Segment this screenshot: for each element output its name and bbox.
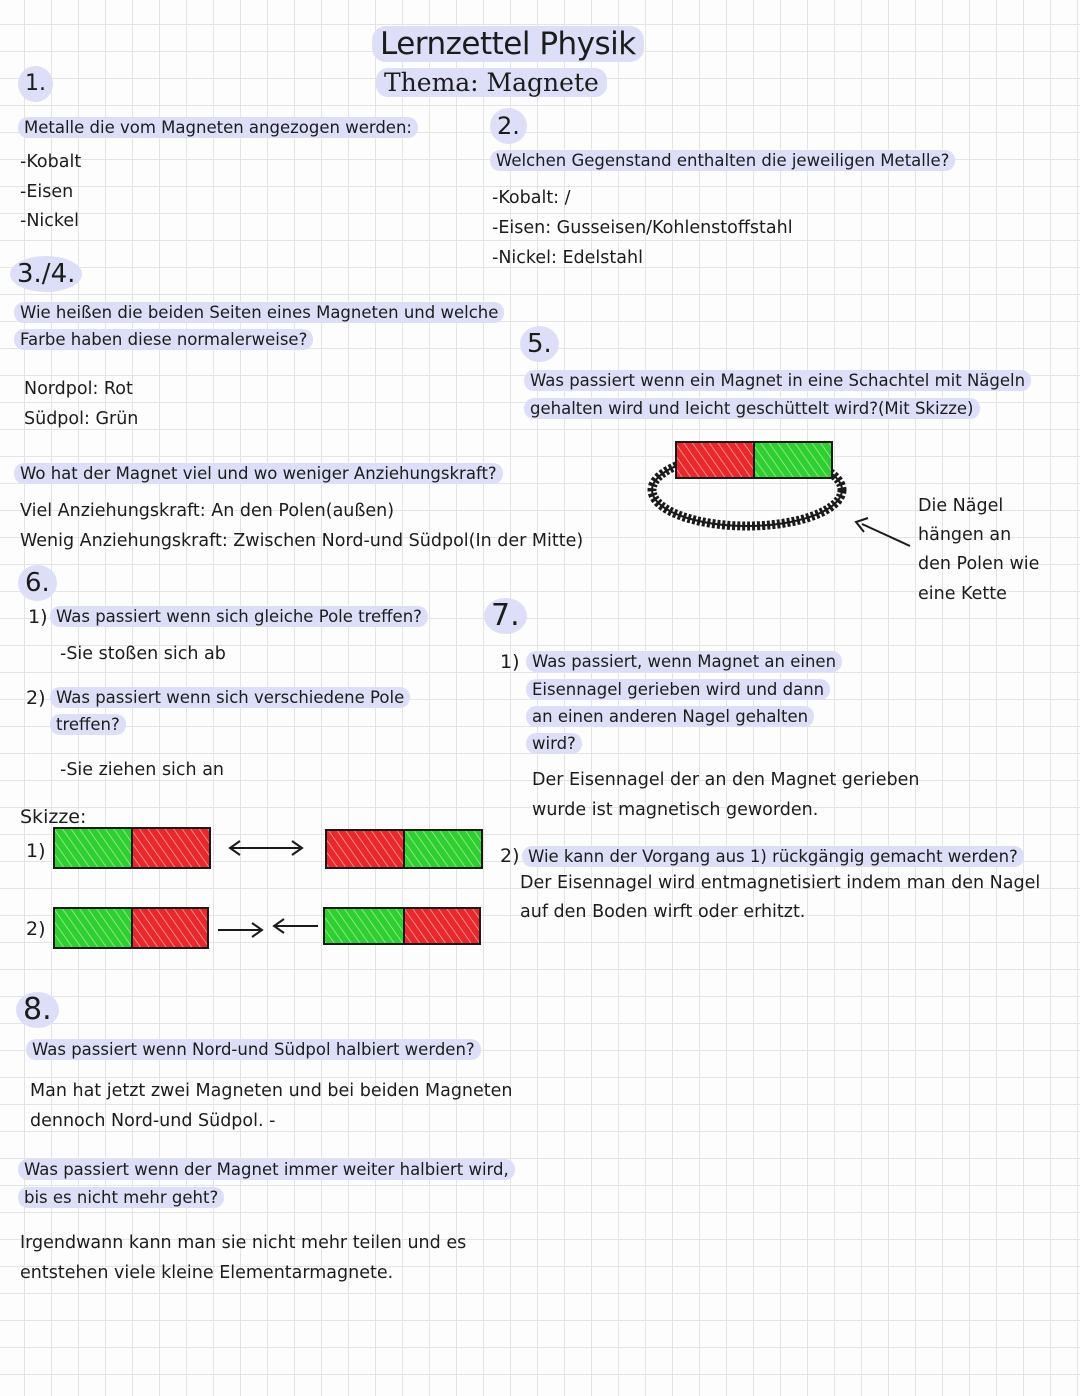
question-8-2-line1: Was passiert wenn der Magnet immer weiter halbiert wird, xyxy=(18,1159,515,1180)
question-8-2-line2: bis es nicht mehr geht? xyxy=(18,1187,224,1208)
note-line: Die Nägel xyxy=(918,496,1004,516)
question-8-1: Was passiert wenn Nord-und Südpol halbiert werden? xyxy=(26,1039,481,1060)
answer-7-1-line2: wurde ist magnetisch geworden. xyxy=(532,800,819,820)
sketch-1-number: 1) xyxy=(26,840,46,862)
question-6-2-line2: treffen? xyxy=(50,714,126,735)
question-7-1-line1: Was passiert, wenn Magnet an einen xyxy=(526,651,842,672)
section-number-8: 8. xyxy=(16,992,59,1028)
attract-sketch xyxy=(50,904,490,954)
answer-7-2-line1: Der Eisennagel wird entmagnetisiert indem man den Nagel xyxy=(520,873,1041,893)
list-item: -Eisen xyxy=(20,182,74,202)
answer-suedpol: Südpol: Grün xyxy=(24,409,139,429)
question-2: Welchen Gegenstand enthalten die jeweiligen Metalle? xyxy=(490,150,955,171)
question-3-line2: Farbe haben diese normalerweise? xyxy=(14,329,313,350)
list-item: -Kobalt: / xyxy=(492,188,571,208)
south-pole xyxy=(404,830,482,868)
section-number-6: 6. xyxy=(18,565,57,601)
section-number-1: 1. xyxy=(18,66,53,102)
question-5-line1: Was passiert wenn ein Magnet in eine Schachtel mit Nägeln xyxy=(524,370,1031,391)
question-7-1-line2: Eisennagel gerieben wird und dann xyxy=(526,679,830,700)
question-3-line1: Wie heißen die beiden Seiten eines Magneten und welche xyxy=(14,302,504,323)
south-pole xyxy=(324,908,404,944)
list-item: -Nickel: Edelstahl xyxy=(492,248,643,268)
answer-8-1-line1: Man hat jetzt zwei Magneten und bei beiden Magneten xyxy=(30,1081,513,1101)
question-4: Wo hat der Magnet viel und wo weniger Anziehungskraft? xyxy=(14,463,503,484)
q2-number: 2) xyxy=(26,687,46,709)
page-title: Lernzettel Physik xyxy=(372,26,644,62)
q2-number: 2) xyxy=(500,845,520,867)
question-6-2-line1: Was passiert wenn sich verschiedene Pole xyxy=(50,687,410,708)
answer-wenig: Wenig Anziehungskraft: Zwischen Nord-und Südpol(In der Mitte) xyxy=(20,531,584,551)
answer-7-1-line1: Der Eisennagel der an den Magnet gerieben xyxy=(532,770,920,790)
answer-8-2-line2: entstehen viele kleine Elementarmagnete. xyxy=(20,1263,394,1283)
question-7-1-line3: an einen anderen Nagel gehalten xyxy=(526,706,814,727)
page-subtitle: Thema: Magnete xyxy=(376,68,607,97)
answer-viel: Viel Anziehungskraft: An den Polen(außen) xyxy=(20,501,395,521)
north-pole xyxy=(404,908,480,944)
south-pole xyxy=(54,908,132,948)
sketch-label: Skizze: xyxy=(20,806,87,828)
south-pole xyxy=(54,828,132,868)
answer-6-1: -Sie stoßen sich ab xyxy=(60,644,226,664)
list-item: -Kobalt xyxy=(20,152,82,172)
question-5-line2: gehalten wird und leicht geschüttelt wird?(Mit Skizze) xyxy=(524,398,980,419)
question-6-1: Was passiert wenn sich gleiche Pole treffen? xyxy=(50,606,428,627)
question-1: Metalle die vom Magneten angezogen werden: xyxy=(18,117,418,138)
q1-number: 1) xyxy=(500,651,520,673)
south-pole xyxy=(754,442,832,478)
list-item: -Nickel xyxy=(20,211,80,231)
list-item: -Eisen: Gusseisen/Kohlenstoffstahl xyxy=(492,218,793,238)
north-pole xyxy=(326,830,404,868)
north-pole xyxy=(132,828,210,868)
answer-7-2-line2: auf den Boden wirft oder erhitzt. xyxy=(520,902,806,922)
note-line: den Polen wie xyxy=(918,554,1040,574)
note-line: hängen an xyxy=(918,525,1012,545)
repel-sketch xyxy=(50,824,490,876)
answer-8-2-line1: Irgendwann kann man sie nicht mehr teilen und es xyxy=(20,1233,467,1253)
magnet-nails-sketch xyxy=(640,430,920,560)
pointer-arrow xyxy=(862,524,910,546)
question-7-1-line4: wird? xyxy=(526,733,582,754)
section-number-7: 7. xyxy=(484,598,527,634)
north-pole xyxy=(132,908,208,948)
sketch-2-number: 2) xyxy=(26,918,46,940)
answer-6-2: -Sie ziehen sich an xyxy=(60,760,225,780)
answer-nordpol: Nordpol: Rot xyxy=(24,379,133,399)
section-number-2: 2. xyxy=(490,108,527,144)
section-number-3-4: 3./4. xyxy=(10,256,82,292)
section-number-5: 5. xyxy=(520,326,559,362)
answer-8-1-line2: dennoch Nord-und Südpol. - xyxy=(30,1111,276,1131)
north-pole xyxy=(676,442,754,478)
note-line: eine Kette xyxy=(918,584,1007,604)
q1-number: 1) xyxy=(28,606,48,628)
question-7-2: Wie kann der Vorgang aus 1) rückgängig gemacht werden? xyxy=(522,846,1024,867)
